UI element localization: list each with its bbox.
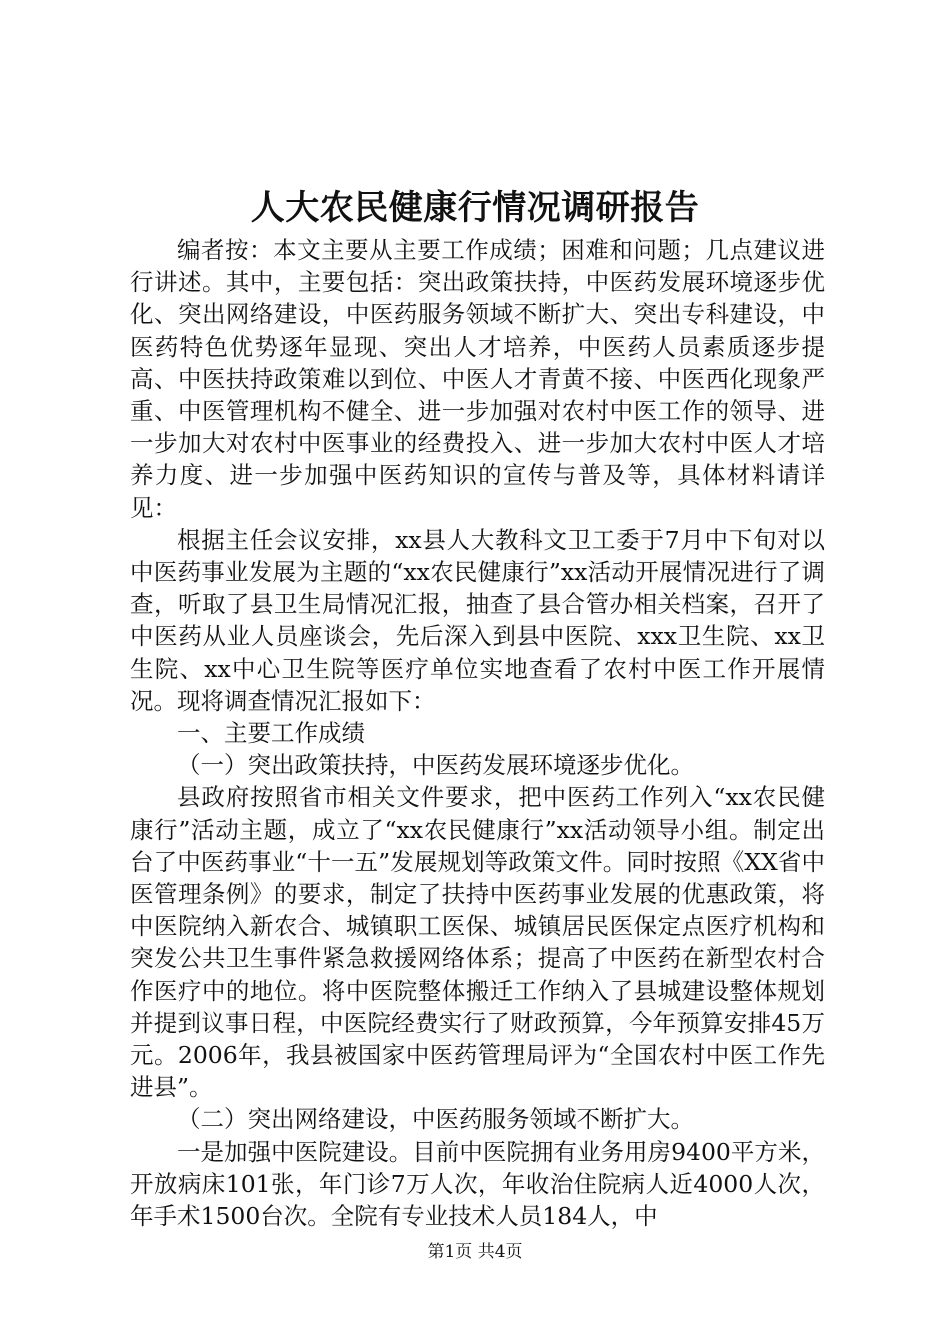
page-footer: 第1页 共4页	[427, 1242, 523, 1262]
document-body	[130, 234, 825, 1232]
hospital-paragraph: 一是加强中医院建设。目前中医院拥有业务用房9400平方米，开放病床101张，年门诊7万人次，年收治住院病人近4000人次，年手术1500台次。全院有专业技术人员184人，中	[130, 1137, 825, 1231]
policy-paragraph: 县政府按照省市相关文件要求，把中医药工作列入“xx农民健康行”活动主题，成立了“xx农民健康行”xx活动领导小组。制定出台了中医药事业“十一五”发展规划等政策文件。同时按照《XX省中医管理条例》的要求，制定了扶持中医药事业发展的优惠政策，将中医院纳入新农合、城镇职工医保、城镇居民医保定点医疗机构和突发公共卫生事件紧急救援网络体系；提高了中医药在新型农村合作医疗中的地位。将中医院整体搬迁工作纳入了县城建设整体规划并提到议事日程，中医院经费实行了财政预算，今年预算安排45万元。2006年，我县被国家中医药管理局评为“全国农村中医工作先进县”。	[130, 783, 825, 1102]
subsection-heading-2: （二）突出网络建设，中医药服务领域不断扩大。	[177, 1105, 694, 1134]
document-title: 人大农民健康行情况调研报告	[250, 188, 700, 228]
intro-paragraph: 根据主任会议安排，xx县人大教科文卫工委于7月中下旬对以中医药事业发展为主题的“xx农民健康行”xx活动开展情况进行了调查，听取了县卫生局情况汇报，抽查了县合管办相关档案，召开了中医药从业人员座谈会，先后深入到县中医院、xxx卫生院、xx卫生院、xx中心卫生院等医疗单位实地查看了农村中医工作开展情况。现将调查情况汇报如下：	[130, 525, 825, 715]
editor-note-paragraph: 编者按：本文主要从主要工作成绩；困难和问题；几点建议进行讲述。其中，主要包括：突出政策扶持，中医药发展环境逐步优化、突出网络建设，中医药服务领域不断扩大、突出专科建设，中医药特色优势逐年显现、突出人才培养，中医药人员素质逐步提高、中医扶持政策难以到位、中医人才青黄不接、中医西化现象严重、中医管理机构不健全、进一步加强对农村中医工作的领导、进一步加大对农村中医事业的经费投入、进一步加大农村中医人才培养力度、进一步加强中医药知识的宣传与普及等，具体材料请详见：	[130, 236, 825, 522]
section-heading: 一、主要工作成绩	[177, 719, 365, 748]
subsection-heading-1: （一）突出政策扶持，中医药发展环境逐步优化。	[177, 751, 694, 780]
